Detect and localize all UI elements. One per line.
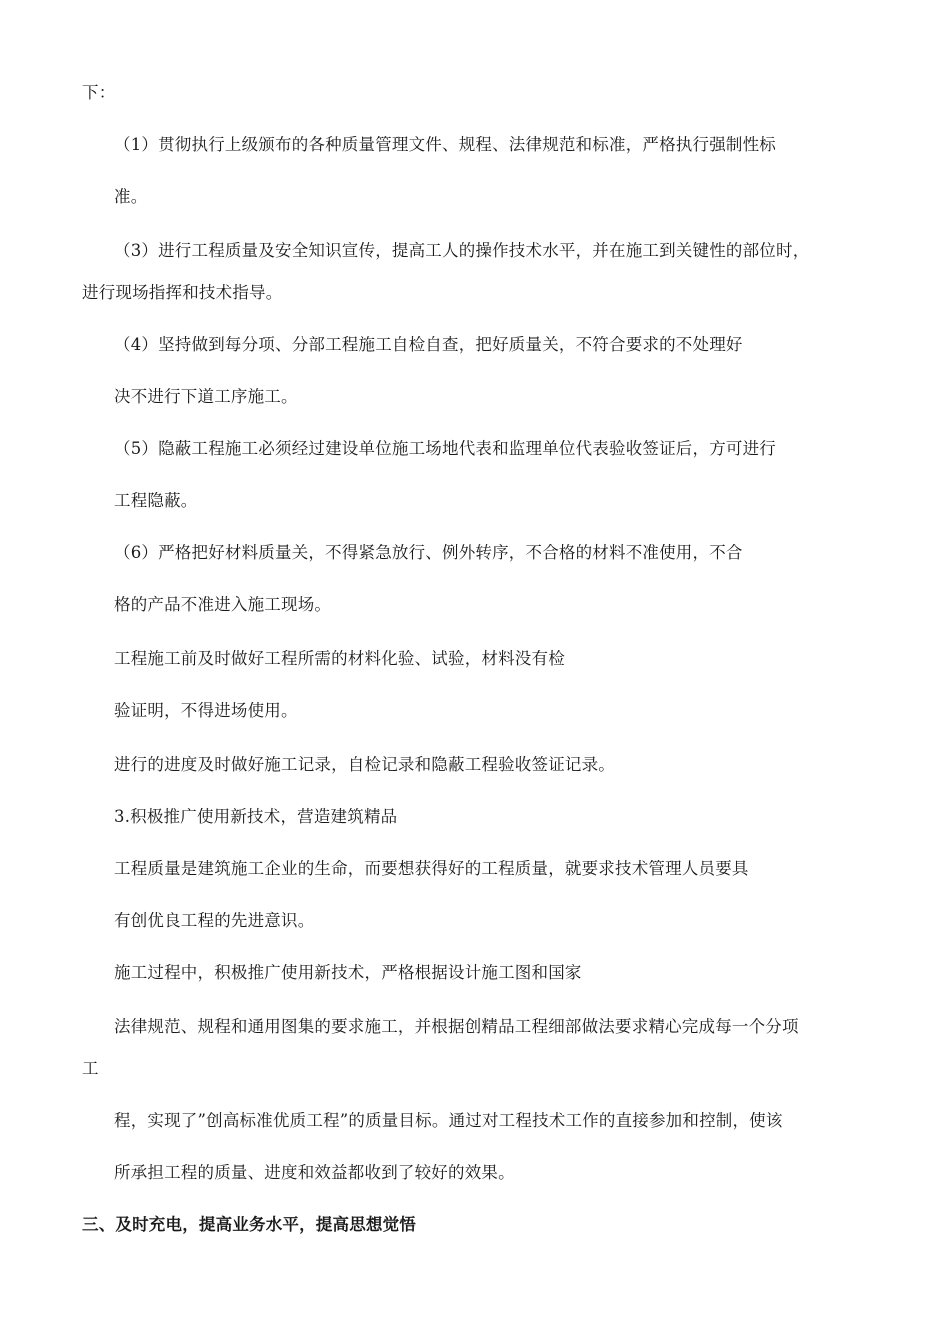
- text-line: （6）严格把好材料质量关，不得紧急放行、例外转序，不合格的材料不准使用，不合: [114, 543, 743, 562]
- text-line: 有创优良工程的先进意识。: [114, 911, 315, 930]
- text-line: 程，实现了”创高标准优质工程”的质量目标。通过对工程技术工作的直接参加和控制，使该: [114, 1111, 783, 1130]
- section-heading: 三、及时充电，提高业务水平，提高思想觉悟: [82, 1215, 416, 1234]
- text-line: 下：: [82, 83, 116, 102]
- text-line: 工程施工前及时做好工程所需的材料化验、试验，材料没有检: [114, 649, 565, 668]
- text-line: 所承担工程的质量、进度和效益都收到了较好的效果。: [114, 1163, 515, 1182]
- text-line: （3）进行工程质量及安全知识宣传，提高工人的操作技术水平，并在施工到关键性的部位时，: [114, 241, 810, 260]
- text-line: 进行的进度及时做好施工记录，自检记录和隐蔽工程验收签证记录。: [114, 755, 615, 774]
- text-line: 工: [82, 1059, 99, 1078]
- text-line: 验证明，不得进场使用。: [114, 701, 298, 720]
- text-line: （5）隐蔽工程施工必须经过建设单位施工场地代表和监理单位代表验收签证后，方可进行: [114, 439, 776, 458]
- text-line: 法律规范、规程和通用图集的要求施工，并根据创精品工程细部做法要求精心完成每一个分项: [114, 1017, 799, 1036]
- text-line: 准。: [114, 187, 148, 206]
- text-line: 施工过程中，积极推广使用新技术，严格根据设计施工图和国家: [114, 963, 582, 982]
- text-line: （1）贯彻执行上级颁布的各种质量管理文件、规程、法律规范和标准，严格执行强制性标: [114, 135, 776, 154]
- text-line: 工程质量是建筑施工企业的生命，而要想获得好的工程质量，就要求技术管理人员要具: [114, 859, 749, 878]
- text-line: 进行现场指挥和技术指导。: [82, 283, 283, 302]
- text-line: （4）坚持做到每分项、分部工程施工自检自查，把好质量关，不符合要求的不处理好: [114, 335, 743, 354]
- section-subheading: 3.积极推广使用新技术，营造建筑精品: [114, 807, 398, 826]
- text-line: 决不进行下道工序施工。: [114, 387, 298, 406]
- text-line: 格的产品不准进入施工现场。: [114, 595, 332, 614]
- text-line: 工程隐蔽。: [114, 491, 198, 510]
